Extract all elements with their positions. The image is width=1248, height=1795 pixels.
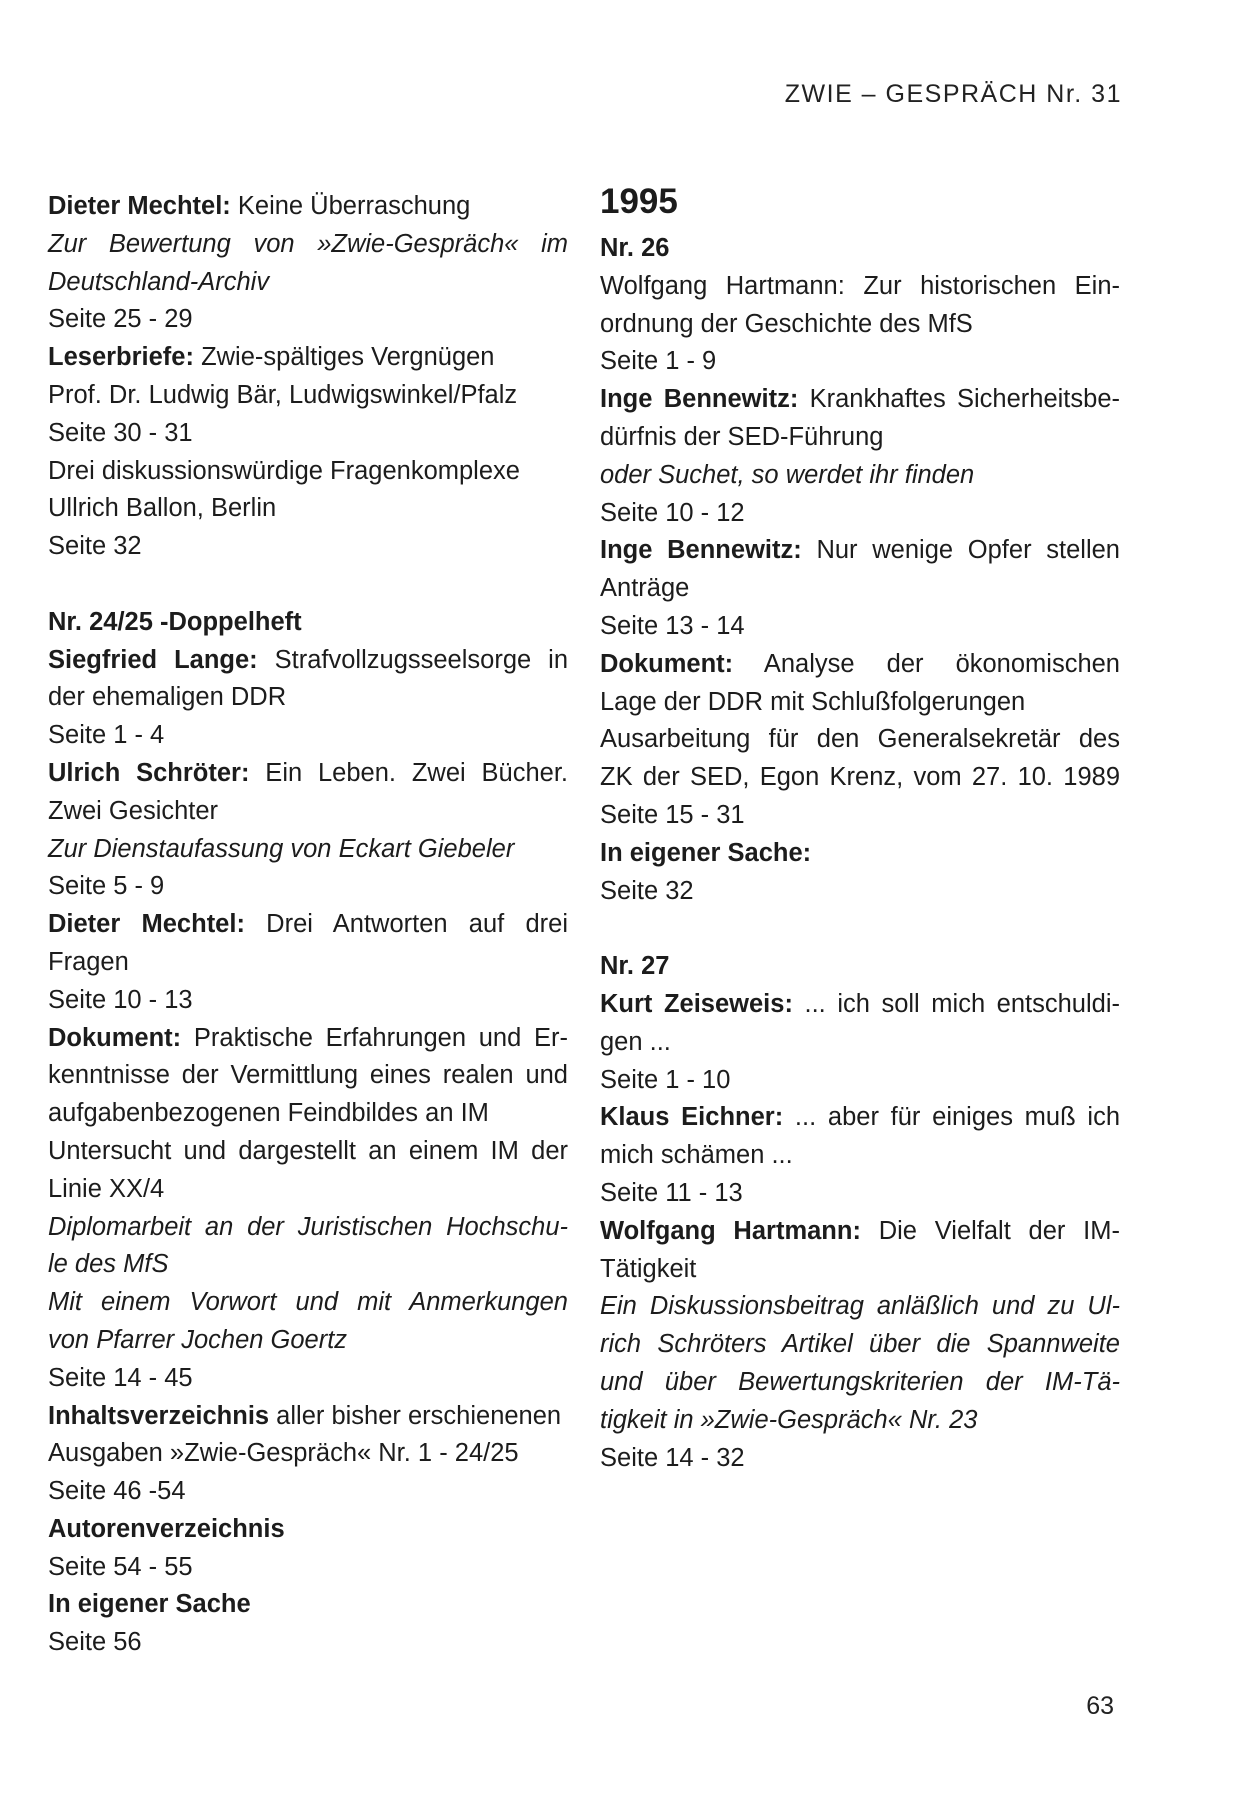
text-segment: mich schämen ... [600,1141,793,1170]
italic-segment: oder Suchet, so werdet ihr finden [600,460,975,489]
text-segment: Seite 25 - 29 [48,305,193,334]
italic-segment: le des MfS [48,1250,169,1279]
text-segment: Linie XX/4 [48,1174,165,1203]
italic-segment: Deutschland-Archiv [48,267,270,296]
text-line [48,1549,568,1587]
bold-segment: Dieter Mechtel: [48,192,231,220]
text-line [600,646,1120,684]
year-heading: 1995 [600,182,678,221]
bold-segment: Nr. 24/25 -Doppelheft [48,607,302,636]
text-line [600,1326,1120,1364]
text-line [600,797,1120,835]
text-line [600,1402,1120,1440]
italic-segment: rich Schröters Artikel über die Spannweite [600,1330,1120,1359]
bold-segment: Inhaltsverzeichnis [48,1401,270,1430]
text-segment: Wolfgang Hartmann: Zur historischen Ein- [600,271,1120,300]
text-segment: der ehemaligen DDR [48,683,287,712]
text-line [600,1213,1120,1251]
text-line [48,755,568,793]
text-segment: dürfnis der SED-Führung [600,422,884,451]
bold-segment: Siegfried Lange: [48,645,258,674]
text-line [600,835,1120,873]
text-line [48,415,568,453]
running-header: ZWIE – GESPRÄCH Nr. 31 [784,80,1122,108]
text-segment: Seite 10 - 12 [600,498,745,527]
text-line [600,608,1120,646]
bold-segment: Dokument: [600,649,734,678]
text-line [48,226,568,264]
bold-segment: Dieter Mechtel: [48,910,245,939]
text-segment: Seite 5 - 9 [48,872,165,901]
text-line [600,532,1120,570]
bold-segment: Wolfgang Hartmann: [600,1216,861,1245]
bold-segment: Autorenverzeichnis [48,1514,285,1543]
bold-segment: In eigener Sache [48,1590,251,1619]
text-line [48,1284,568,1322]
text-line [48,793,568,831]
text-segment: Prof. Dr. Ludwig Bär, Ludwigswinkel/Pfalz [48,380,518,409]
text-segment: kenntnisse der Vermittlung eines realen und [48,1061,568,1090]
text-line [48,868,568,906]
text-line [600,570,1120,608]
text-segment: Untersucht und dargestellt an einem IM der [48,1136,568,1165]
text-line [600,1364,1120,1402]
text-line [48,1473,568,1511]
text-line [600,1099,1120,1137]
text-line [48,1322,568,1360]
text-line [48,490,568,528]
text-line [600,948,1120,986]
page-number: 63 [1086,1692,1114,1720]
text-line [48,906,568,944]
text-segment: Strafvollzugsseelsorge in [257,645,569,674]
text-segment: Seite 30 - 31 [48,418,193,447]
text-segment: Seite 56 [48,1628,142,1657]
text-segment: ... aber für einiges muß ich [783,1103,1120,1132]
text-segment: Krankhaftes Sicherheitsbe- [798,385,1120,414]
text-line [600,1137,1120,1175]
italic-segment: Mit einem Vorwort und mit Anmerkungen [48,1288,568,1317]
bold-segment: Inge Bennewitz: [600,536,802,565]
text-segment: Lage der DDR mit Schlußfolgerungen [600,687,1026,716]
italic-segment: und über Bewertungskriterien der IM-Tä- [600,1367,1120,1396]
text-line [48,377,568,415]
text-segment: Praktische Erfahrungen und Er- [181,1023,568,1052]
text-line [600,759,1120,797]
bold-segment: Dokument: [48,1023,182,1052]
text-line [48,188,568,226]
text-segment: Seite 32 [600,876,694,905]
text-segment: Fragen [48,947,129,976]
bold-segment: Leserbriefe: [48,343,194,372]
text-segment: ZK der SED, Egon Krenz, vom 27. 10. 1989 [600,763,1120,792]
text-segment: Zwei Gesichter [48,796,219,825]
text-line [600,1251,1120,1289]
text-segment: Die Vielfalt der IM- [860,1216,1120,1245]
text-line [600,419,1120,457]
bold-segment: In eigener Sache: [600,838,812,867]
text-line [600,1062,1120,1100]
text-line [600,721,1120,759]
italic-segment: Diplomarbeit an der Juristischen Hochschu- [48,1212,568,1241]
text-line [600,306,1120,344]
text-line [600,230,1120,268]
text-line [48,1511,568,1549]
spacer [48,566,568,604]
text-segment: Ein Leben. Zwei Bücher. [249,758,568,787]
text-line [48,717,568,755]
text-segment: Seite 13 - 14 [600,611,745,640]
text-segment: Zwie-spältiges Vergnügen [193,343,495,372]
text-segment: ordnung der Geschichte des MfS [600,309,973,338]
text-segment: Ausarbeitung für den Generalsekretär des [600,725,1120,754]
text-line [48,339,568,377]
text-line [600,1288,1120,1326]
text-line [48,1624,568,1662]
text-segment: aufgabenbezogenen Feindbildes an IM [48,1099,489,1128]
spacer [600,910,1120,948]
text-line [48,1095,568,1133]
bold-segment: Inge Bennewitz: [600,385,799,414]
text-segment: Seite 1 - 10 [600,1065,731,1094]
text-line [48,1435,568,1473]
right-column [600,230,1120,1477]
text-line [48,642,568,680]
text-line [48,679,568,717]
text-segment: Tätigkeit [600,1254,697,1283]
text-line [48,1020,568,1058]
bold-segment: Klaus Eichner: [600,1103,784,1132]
text-line [48,453,568,491]
italic-segment: Zur Bewertung von »Zwie-Gespräch« im [48,229,568,258]
text-line [600,1024,1120,1062]
text-line [600,684,1120,722]
text-line [48,982,568,1020]
text-segment: Drei diskussionswürdige Fragenkomplexe [48,456,520,485]
italic-segment: Ein Diskussionsbeitrag anläßlich und zu Ul- [600,1292,1120,1321]
text-line [48,264,568,302]
text-segment: ... ich soll mich entschuldi- [792,989,1120,1018]
text-segment: Seite 1 - 9 [600,347,717,376]
text-line [48,528,568,566]
text-segment: Seite 14 - 45 [48,1363,193,1392]
text-segment: Seite 14 - 32 [600,1443,745,1472]
text-segment: Seite 15 - 31 [600,800,745,829]
text-line [48,1133,568,1171]
text-line [48,1360,568,1398]
text-line [600,381,1120,419]
text-line [48,944,568,982]
text-segment: Seite 1 - 4 [48,721,165,750]
italic-segment: Zur Dienstaufassung von Eckart Giebeler [48,834,515,863]
text-segment: Seite 10 - 13 [48,985,193,1014]
text-line [48,301,568,339]
text-segment: Seite 32 [48,532,142,561]
bold-segment: Nr. 27 [600,952,670,981]
text-segment: Seite 46 -54 [48,1477,186,1506]
text-line [48,1057,568,1095]
bold-segment: Kurt Zeiseweis: [600,989,793,1018]
text-line [600,1440,1120,1478]
text-line [48,604,568,642]
italic-segment: von Pfarrer Jochen Goertz [48,1325,348,1354]
text-line [600,1175,1120,1213]
text-line [48,1246,568,1284]
text-segment: Seite 54 - 55 [48,1552,193,1581]
text-line [48,1586,568,1624]
text-segment: aller bisher erschienenen [269,1401,562,1430]
italic-segment: tigkeit in »Zwie-Gespräch« Nr. 23 [600,1405,978,1434]
text-line [48,1171,568,1209]
text-segment: Ausgaben »Zwie-Gespräch« Nr. 1 - 24/25 [48,1439,519,1468]
text-segment: Anträge [600,574,690,603]
bold-segment: Nr. 26 [600,234,670,262]
text-line [600,343,1120,381]
text-line [600,495,1120,533]
text-segment: Keine Überraschung [230,192,471,220]
bold-segment: Ulrich Schröter: [48,758,250,787]
left-column [48,188,568,1662]
text-segment: gen ... [600,1027,671,1056]
text-line [600,457,1120,495]
text-segment: Nur wenige Opfer stellen [801,536,1120,565]
text-line [600,268,1120,306]
text-segment: Analyse der ökonomischen [733,649,1120,678]
text-line [600,873,1120,911]
text-line [600,986,1120,1024]
text-line [48,831,568,869]
text-segment: Ullrich Ballon, Berlin [48,494,277,523]
text-segment: Drei Antworten auf drei [244,910,569,939]
text-line [48,1398,568,1436]
text-segment: Seite 11 - 13 [600,1178,743,1207]
text-line [48,1209,568,1247]
